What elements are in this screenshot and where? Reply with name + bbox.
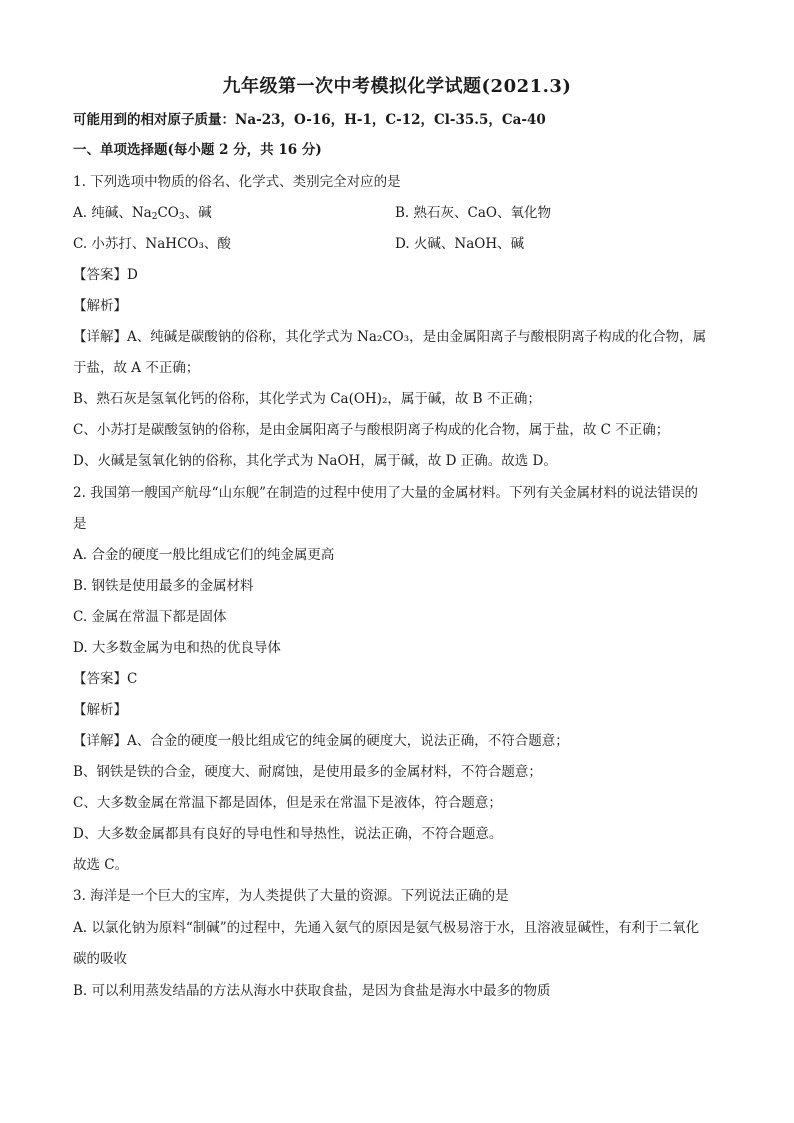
q1-detail-line: B、熟石灰是氢氧化钙的俗称，其化学式为 Ca(OH)₂，属于碱，故 B 不正确； (73, 391, 541, 407)
section-heading: 一、单项选择题(每小题 2 分，共 16 分) (73, 142, 322, 158)
q2-stem-line: 2. 我国第一艘国产航母“山东舰”在制造的过程中使用了大量的金属材料。下列有关金属材料的说法错误的 (73, 485, 698, 501)
q2-detail-line: C、大多数金属在常温下都是固体，但是汞在常温下是液体，符合题意； (73, 795, 502, 811)
q1-detail-line: C、小苏打是碳酸氢钠的俗称，是由金属阳离子与酸根阴离子构成的化合物，属于盐，故 C 不正确； (73, 422, 670, 438)
q1-detail-line: D、火碱是氢氧化钠的俗称，其化学式为 NaOH，属于碱，故 D 正确。故选 D。 (73, 453, 557, 469)
q3-option-a: A. 以氯化钠为原料“制碱”的过程中，先通入氨气的原因是氨气极易溶于水，且溶液显碱性，有利于二氧化 (73, 920, 700, 936)
q1-option-d: D. 火碱、NaOH、碱 (395, 236, 525, 252)
q1-analysis-label: 【解析】 (73, 298, 127, 314)
q2-detail-line: 【详解】A、合金的硬度一般比组成它的纯金属的硬度大，说法正确，不符合题意； (73, 733, 569, 749)
q1-option-b: B. 熟石灰、CaO、氧化物 (395, 205, 551, 221)
q1-option-a: A. 纯碱、$Na_2CO_3$、碱 (73, 205, 212, 222)
q3-option-a-continued: 碳的吸收 (73, 951, 127, 967)
q2-option-a: A. 合金的硬度一般比组成它们的纯金属更高 (73, 547, 335, 563)
q1-detail-line: 于盐，故 A 不正确； (73, 360, 200, 376)
page-title: 九年级第一次中考模拟化学试题(2021.3) (222, 76, 572, 97)
q1-answer: 【答案】D (73, 267, 138, 283)
q2-answer: 【答案】C (73, 671, 138, 687)
q1-detail-line: 【详解】A、纯碱是碳酸钠的俗称，其化学式为 Na₂CO₃，是由金属阳离子与酸根阴离子构成的化合物，属 (73, 329, 707, 345)
q2-option-b: B. 钢铁是使用最多的金属材料 (73, 578, 254, 594)
q2-option-c: C. 金属在常温下都是固体 (73, 609, 227, 625)
q1-option-c: C. 小苏打、NaHCO₃、酸 (73, 236, 231, 252)
q2-detail-line: D、大多数金属都具有良好的导电性和导热性，说法正确，不符合题意。 (73, 826, 503, 842)
q2-stem-line: 是 (73, 516, 87, 532)
q1-stem: 1. 下列选项中物质的俗名、化学式、类别完全对应的是 (73, 174, 401, 190)
atomic-masses-line: 可能用到的相对原子质量：Na-23，O-16，H-1，C-12，Cl-35.5，Ca-40 (73, 112, 546, 128)
q2-analysis-label: 【解析】 (73, 702, 127, 718)
q2-detail-line: B、钢铁是铁的合金，硬度大、耐腐蚀，是使用最多的金属材料，不符合题意； (73, 764, 542, 780)
q3-stem: 3. 海洋是一个巨大的宝库，为人类提供了大量的资源。下列说法正确的是 (73, 888, 509, 904)
q2-option-d: D. 大多数金属为电和热的优良导体 (73, 640, 281, 656)
q1-options-row-1 (73, 203, 723, 223)
q3-option-b: B. 可以利用蒸发结晶的方法从海水中获取食盐，是因为食盐是海水中最多的物质 (73, 983, 551, 999)
q1-options-row-2 (73, 234, 723, 254)
q2-detail-line: 故选 C。 (73, 857, 129, 873)
